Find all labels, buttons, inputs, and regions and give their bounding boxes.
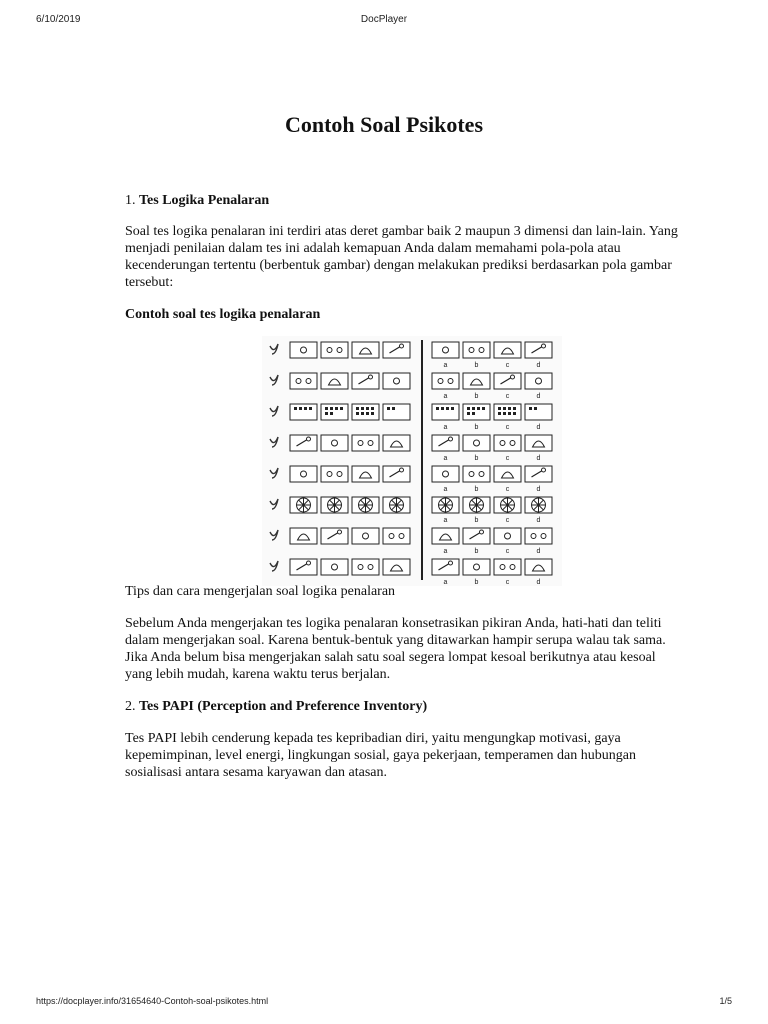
option-letter: c [505,393,510,400]
puzzle-cell [290,342,317,358]
dot-square [294,407,297,410]
document-title: Contoh Soal Psikotes [284,112,484,137]
check-mark-icon [270,499,278,509]
section-1-heading [125,192,680,209]
dot-square [387,407,390,410]
dot-square [472,407,475,410]
dot-square [482,407,485,410]
dot-square [366,412,369,415]
puzzle-cell [352,435,379,451]
puzzle-cell [383,435,410,451]
option-letter: a [443,579,448,586]
dot-square [371,407,374,410]
option-letter: a [443,393,448,400]
option-letter: d [536,455,541,462]
puzzle-cell [525,559,552,575]
example-heading-wrap [125,306,680,323]
section-1-title: Tes Logika Penalaran [139,193,270,208]
section-2-title: Tes PAPI (Perception and Preference Inventory) [139,699,428,714]
option-letter: b [474,455,479,462]
header-site-name: DocPlayer [360,14,408,25]
dot-square [392,407,395,410]
puzzle-cell [525,342,552,358]
dot-square [330,412,333,415]
option-letter: c [505,579,510,586]
puzzle-cell [321,435,348,451]
option-letter: c [505,486,510,493]
dot-square [508,412,511,415]
puzzle-cell [525,466,552,482]
puzzle-cell [352,559,379,575]
puzzle-cell [290,373,317,389]
puzzle-cell [290,466,317,482]
section-1-intro-text: Soal tes logika penalaran ini terdiri atas deret gambar baik 2 maupun 3 dimensi dan lain-lain. Yang menjadi penilaian dalam tes ini adalah kemapuan Anda dalam memahami pola-pola atau kecenderungan tertentu (berbentuk gambar) dengan melakukan prediksi berdasarkan pola gambar tersebut: [125,224,678,290]
option-letter: c [505,517,510,524]
puzzle-cell [290,528,317,544]
puzzle-cell [290,559,317,575]
puzzle-cell [525,373,552,389]
option-letter: d [536,393,541,400]
option-letter: a [443,548,448,555]
dot-square [472,412,475,415]
option-letter: c [505,362,510,369]
option-letter: d [536,579,541,586]
dot-square [529,407,532,410]
puzzle-cell [321,342,348,358]
figure-caption: Tips dan cara mengerjalan soal logika penalaran [125,584,396,599]
section-1-number: 1. [125,193,136,208]
dot-square [325,407,328,410]
puzzle-cell [352,466,379,482]
dot-square [451,407,454,410]
puzzle-cell [525,404,552,420]
dot-square [340,407,343,410]
puzzle-cell [494,373,521,389]
option-letter: a [443,486,448,493]
puzzle-cell [432,466,459,482]
dot-square [467,407,470,410]
puzzle-cell [463,435,490,451]
puzzle-cell [494,435,521,451]
check-mark-icon [270,375,278,385]
check-mark-icon [270,437,278,447]
dot-square [309,407,312,410]
puzzle-cell [463,559,490,575]
option-letter: d [536,486,541,493]
dot-square [335,407,338,410]
option-letter: d [536,424,541,431]
option-letter: a [443,424,448,431]
puzzle-cell [494,466,521,482]
option-letter: b [474,424,479,431]
puzzle-cell [290,404,317,420]
puzzle-cell [383,342,410,358]
dot-square [534,407,537,410]
dot-square [441,407,444,410]
tips-text: Sebelum Anda mengerjakan tes logika penalaran konsetrasikan pikiran Anda, hati-hati dan teliti dalam mengerjakan soal. Karena bentuk-bentuk yang ditawarkan hampir serupa walau tak sama. Jika Anda belum bisa mengerjakan salah satu soal segera lompat kesoal berikutnya atau kesoal yang lebih mudah, karena waktu terus berjalan. [125,616,666,682]
option-letter: d [536,362,541,369]
puzzle-cell [383,528,410,544]
section-1-intro [125,223,680,291]
dot-square [503,412,506,415]
section-2-number: 2. [125,699,136,714]
option-letter: d [536,548,541,555]
dot-square [356,407,359,410]
puzzle-cell [383,559,410,575]
puzzle-cell [525,528,552,544]
puzzle-cell [352,528,379,544]
option-letter: c [505,455,510,462]
puzzle-cell [321,528,348,544]
dot-square [446,407,449,410]
dot-square [513,412,516,415]
dot-square [299,407,302,410]
option-letter: d [536,517,541,524]
footer-url: https://docplayer.info/31654640-Contoh-soal-psikotes.html [36,996,269,1006]
puzzle-cell [494,528,521,544]
dot-square [513,407,516,410]
dot-square [477,407,480,410]
dot-square [436,407,439,410]
option-letter: b [474,517,479,524]
option-letter: a [443,362,448,369]
puzzle-cell [432,559,459,575]
dot-square [371,412,374,415]
logic-puzzle-figure [262,336,562,586]
dot-square [498,407,501,410]
option-letter: b [474,486,479,493]
dot-square [361,407,364,410]
puzzle-cell [432,435,459,451]
check-mark-icon [270,561,278,571]
puzzle-cell [463,373,490,389]
dot-square [304,407,307,410]
option-letter: b [474,362,479,369]
puzzle-cell [432,373,459,389]
dot-square [508,407,511,410]
dot-square [330,407,333,410]
footer-page-number: 1/5 [719,996,732,1006]
section-2-heading [125,698,680,715]
puzzle-cell [494,559,521,575]
puzzle-cell [321,466,348,482]
dot-square [361,412,364,415]
dot-square [503,407,506,410]
check-mark-icon [270,468,278,478]
check-mark-icon [270,344,278,354]
puzzle-cell [494,342,521,358]
puzzle-cell [432,404,459,420]
puzzle-cell [321,559,348,575]
option-letter: c [505,548,510,555]
dot-square [467,412,470,415]
option-letter: b [474,548,479,555]
example-heading: Contoh soal tes logika penalaran [125,307,321,322]
option-letter: a [443,517,448,524]
puzzle-cell [525,435,552,451]
check-mark-icon [270,530,278,540]
caption-wrap [125,583,680,600]
option-letter: a [443,455,448,462]
puzzle-cell [383,373,410,389]
dot-square [498,412,501,415]
dot-square [325,412,328,415]
tips-wrap [125,615,680,683]
puzzle-cell [290,435,317,451]
dot-square [356,412,359,415]
puzzle-cell [463,528,490,544]
puzzle-cell [383,404,410,420]
header-date: 6/10/2019 [36,14,81,25]
dot-square [366,407,369,410]
puzzle-cell [383,466,410,482]
puzzle-cell [463,466,490,482]
option-letter: c [505,424,510,431]
section-2-body: Tes PAPI lebih cenderung kepada tes kepribadian diri, yaitu mengungkap motivasi, gaya kepemimpinan, level energi, lingkungan sosial, gaya pekerjaan, temperamen dan hubungan sosialisasi antara sesama karyawan dan atasan. [125,731,636,780]
puzzle-cell [432,528,459,544]
option-letter: b [474,579,479,586]
puzzle-cell [432,342,459,358]
check-mark-icon [270,406,278,416]
puzzle-cell [321,373,348,389]
option-letter: b [474,393,479,400]
puzzle-cell [463,342,490,358]
puzzle-cell [352,373,379,389]
puzzle-cell [352,342,379,358]
logic-puzzle-image [262,336,562,586]
section-2-body-wrap [125,730,680,781]
